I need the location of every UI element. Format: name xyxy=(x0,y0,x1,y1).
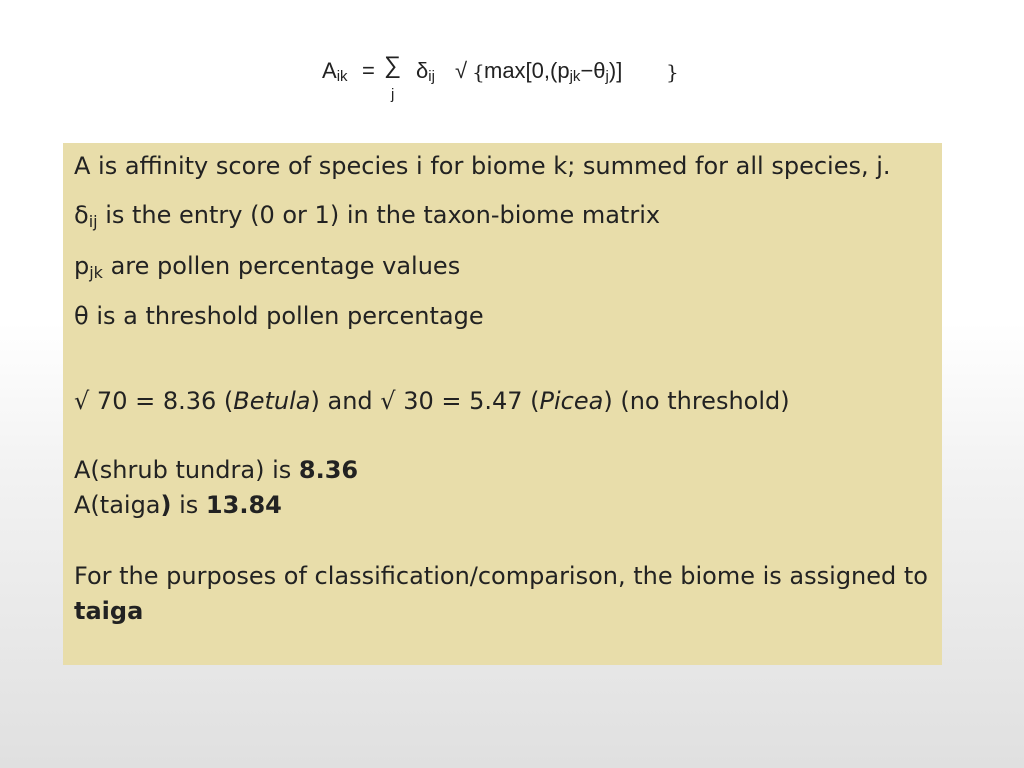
formula-left-brace: { xyxy=(472,60,485,84)
taiga-score: A(taiga) is 13.84 xyxy=(74,491,282,519)
formula-sqrt: √ xyxy=(455,58,468,83)
formula-equals: = xyxy=(362,58,375,83)
delta-definition: $\delta_{ij}$ is the entry (0 or 1) in the taxon-biome matrix xyxy=(74,201,661,231)
explanation-panel xyxy=(63,143,942,665)
conclusion: For the purposes of classification/comparison, the biome is assigned to taiga xyxy=(74,562,928,625)
shrub-tundra-score: A(shrub tundra) is 8.36 xyxy=(74,456,359,484)
formula-right-brace: } xyxy=(666,60,679,84)
theta-definition: θ is a threshold pollen percentage xyxy=(74,302,484,330)
sqrt-calculation: √ 70 = 8.36 (Betula) and √ 30 = 5.47 (Picea) (no threshold) xyxy=(74,387,790,415)
assigned-biome: taiga xyxy=(74,597,144,625)
summation-symbol: ∑ xyxy=(384,52,402,79)
formula-max-term: $\max[0,(p_{jk}-\theta_j)]$ xyxy=(484,58,623,85)
formula-delta: $\delta_{ij}$ xyxy=(416,58,435,85)
pollen-definition: $p_{jk}$ are pollen percentage values xyxy=(74,252,461,282)
formula-lhs: $A_{ik}$ xyxy=(322,58,348,85)
affinity-definition: A is affinity score of species i for biome k; summed for all species, j. xyxy=(74,152,891,180)
taxon-betula: Betula xyxy=(233,387,311,415)
summation-index: j xyxy=(391,86,395,103)
taxon-picea: Picea xyxy=(539,387,604,415)
